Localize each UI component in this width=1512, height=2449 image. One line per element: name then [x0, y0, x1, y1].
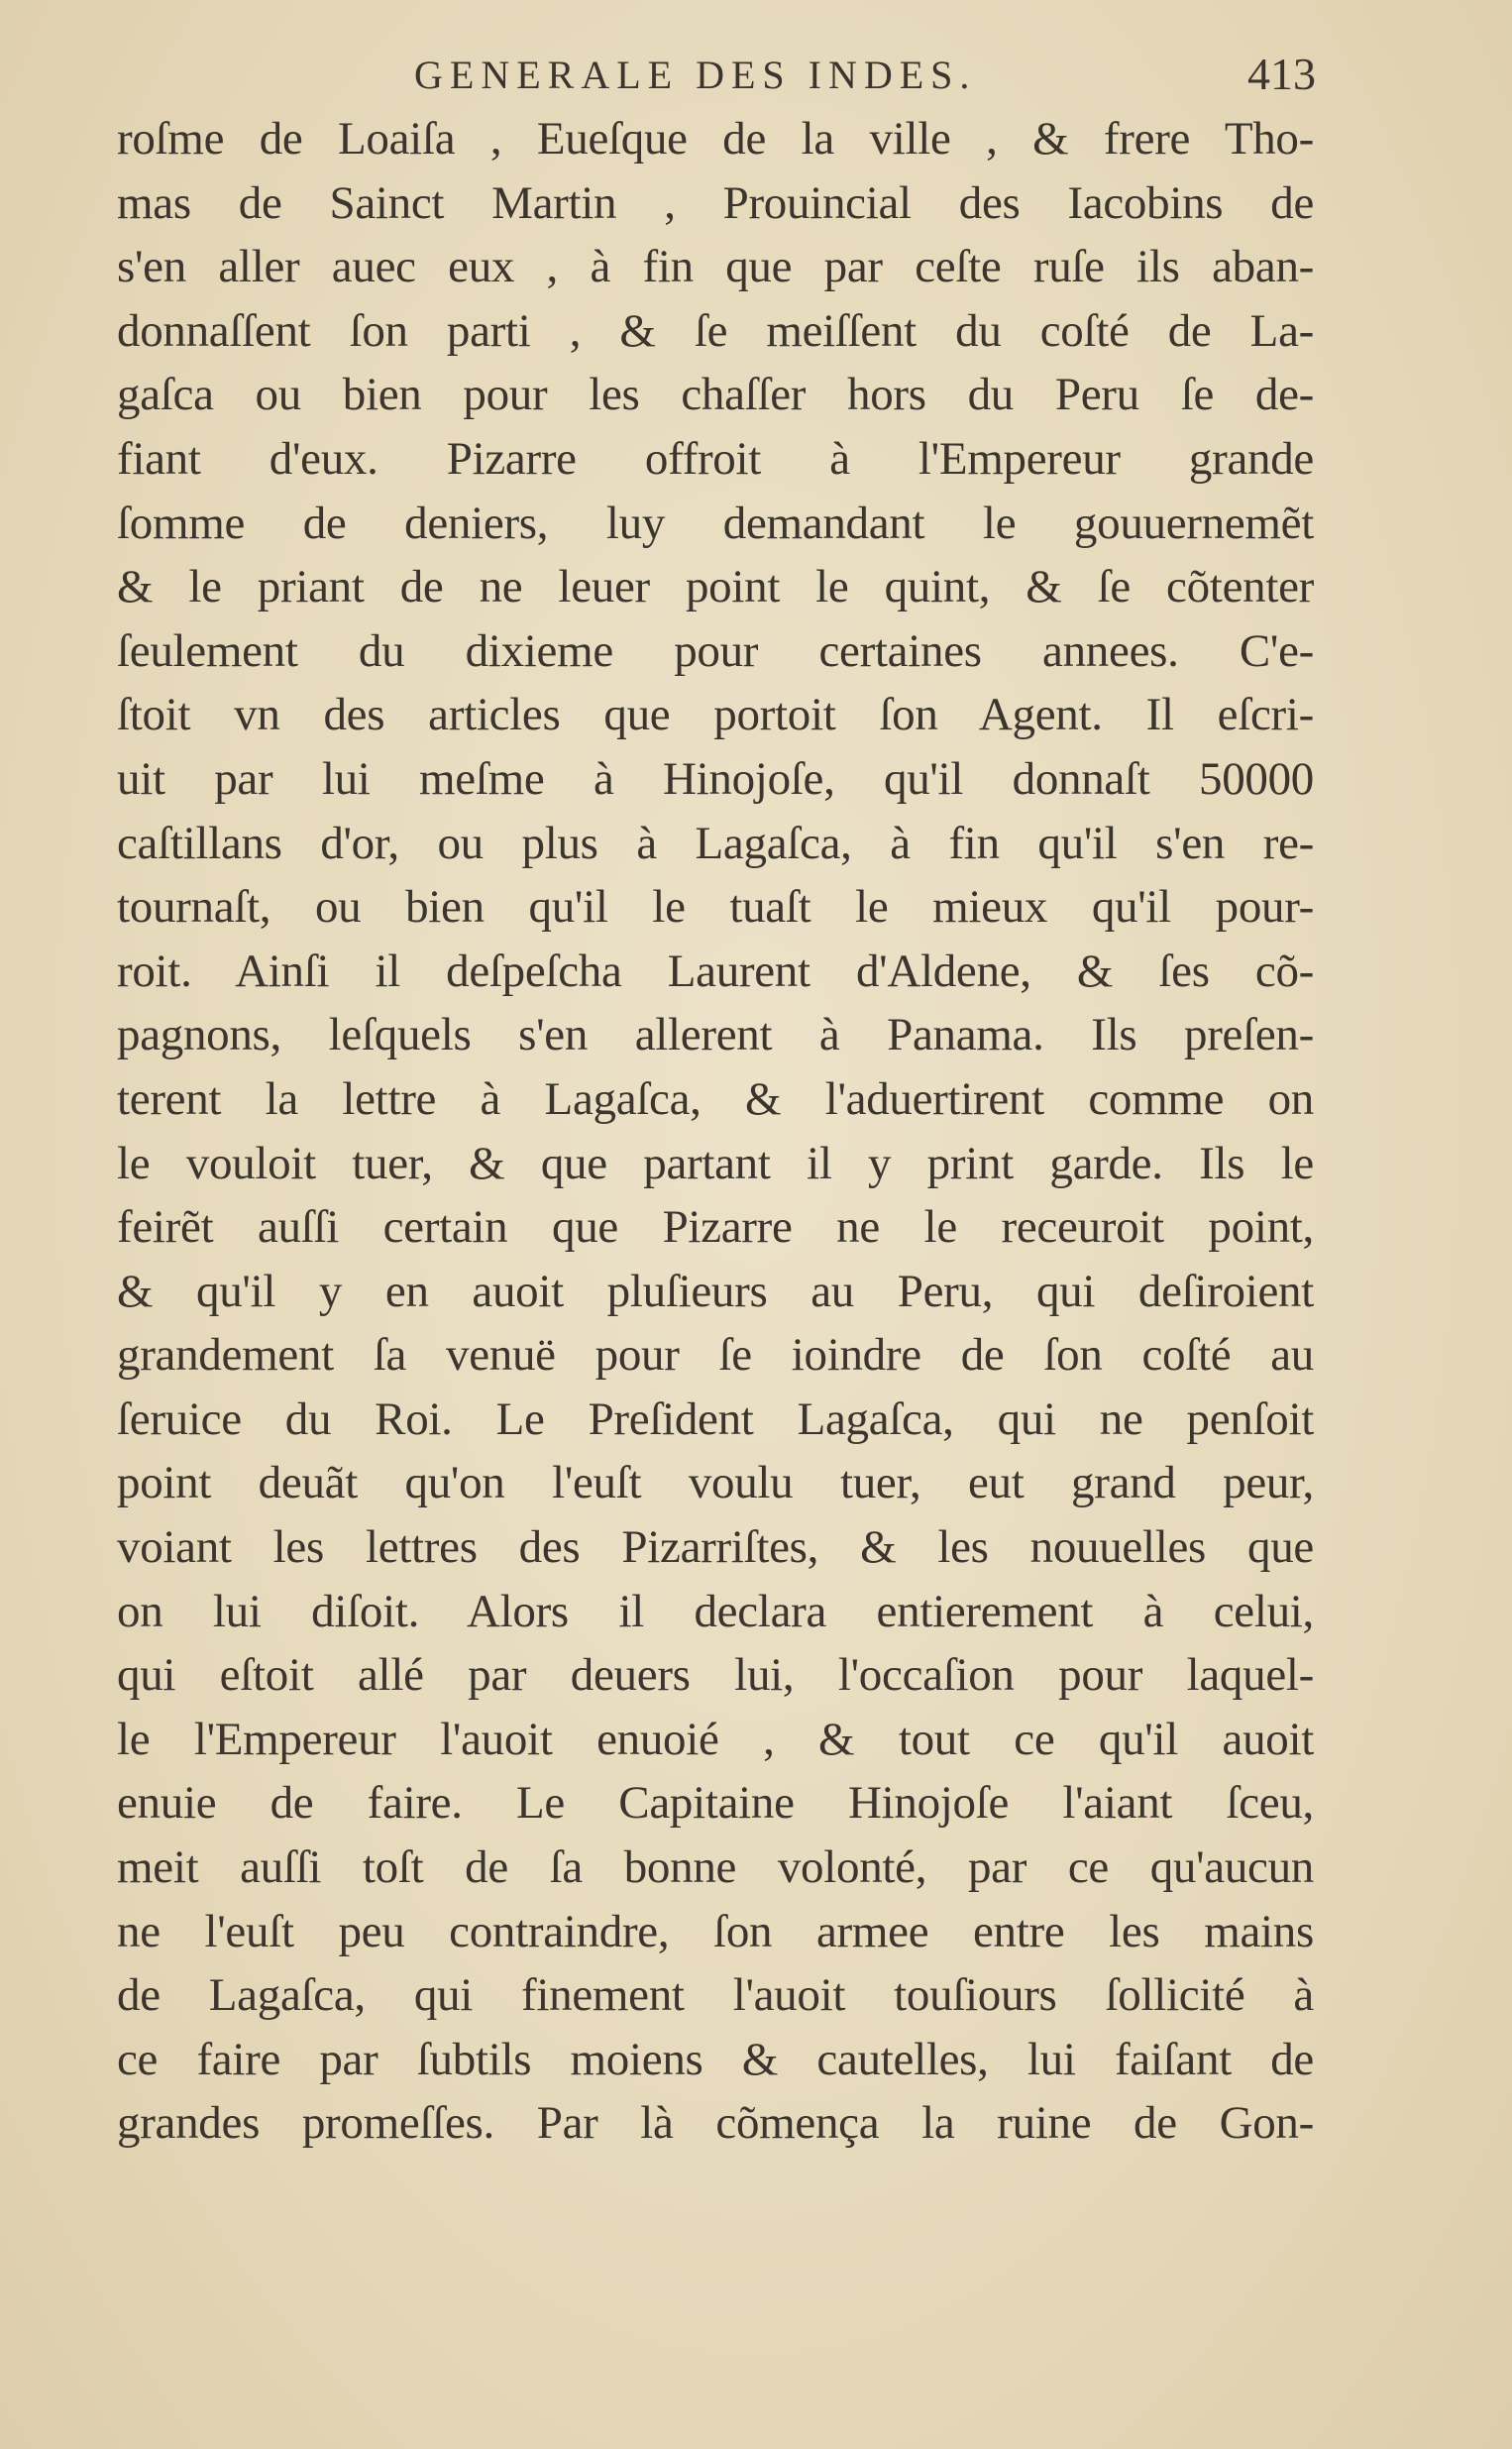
text-line: caſtillans d'or, ou plus à Lagaſca, à fin qu'il s'en re- — [117, 817, 1314, 869]
text-line: mas de Sainct Martin , Prouincial des Iacobins de — [117, 176, 1314, 229]
text-line: ce faire par ſubtils moiens & cautelles, lui faiſant de — [117, 2033, 1314, 2085]
page-number: 413 — [1247, 49, 1316, 99]
text-line: roit. Ainſi il deſpeſcha Laurent d'Aldene, & ſes cõ- — [117, 945, 1314, 997]
text-line: & le priant de ne leuer point le quint, & ſe cõtenter — [117, 561, 1314, 613]
text-line: roſme de Loaiſa , Eueſque de la ville , & frere Tho- — [117, 113, 1314, 165]
text-line: ne l'euſt peu contraindre, ſon armee entre les mains — [117, 1905, 1314, 1957]
text-line: ſeulement du dixieme pour certaines annees. C'e- — [117, 624, 1314, 677]
text-line: grandes promeſſes. Par là cõmença la ruine de Gon- — [117, 2097, 1314, 2150]
text-line: tournaſt, ou bien qu'il le tuaſt le mieux qu'il pour- — [117, 881, 1314, 934]
text-line: on lui diſoit. Alors il declara entierement à celui, — [117, 1585, 1314, 1637]
text-line: qui eſtoit allé par deuers lui, l'occaſion pour laquel- — [117, 1649, 1314, 1702]
text-line: le vouloit tuer, & que partant il y print garde. Ils le — [117, 1137, 1314, 1189]
page-header — [117, 49, 1316, 111]
text-line: voiant les lettres des Pizarriſtes, & les nouuelles que — [117, 1521, 1314, 1574]
text-line: & qu'il y en auoit pluſieurs au Peru, qui deſiroient — [117, 1265, 1314, 1317]
text-line: donnaſſent ſon parti , & ſe meiſſent du coſté de La- — [117, 304, 1314, 357]
text-line: de Lagaſca, qui finement l'auoit touſiours ſollicité à — [117, 1969, 1314, 2022]
text-line: fiant d'eux. Pizarre offroit à l'Empereur grande — [117, 432, 1314, 485]
text-line: ſeruice du Roi. Le Preſident Lagaſca, qui ne penſoit — [117, 1392, 1314, 1445]
text-line: ſomme de deniers, luy demandant le gouuernemẽt — [117, 497, 1314, 549]
text-line: pagnons, leſquels s'en allerent à Panama. Ils preſen- — [117, 1009, 1314, 1061]
text-line: grandement ſa venuë pour ſe ioindre de ſon coſté au — [117, 1329, 1314, 1382]
text-line: s'en aller auec eux , à fin que par ceſte ruſe ils aban- — [117, 241, 1314, 293]
text-line: enuie de faire. Le Capitaine Hinojoſe l'aiant ſceu, — [117, 1777, 1314, 1830]
text-line: meit auſſi toſt de ſa bonne volonté, par ce qu'aucun — [117, 1841, 1314, 1894]
text-line: ſtoit vn des articles que portoit ſon Agent. Il eſcri- — [117, 689, 1314, 741]
text-line: uit par lui meſme à Hinojoſe, qu'il donnaſt 50000 — [117, 752, 1314, 805]
running-title: GENERALE DES INDES. — [414, 53, 977, 97]
text-line: terent la lettre à Lagaſca, & l'aduertirent comme on — [117, 1072, 1314, 1125]
body-text — [117, 107, 1314, 2156]
text-line: le l'Empereur l'auoit enuoié , & tout ce qu'il auoit — [117, 1713, 1314, 1765]
text-line: point deuãt qu'on l'euſt voulu tuer, eut grand peur, — [117, 1457, 1314, 1509]
text-line: feirẽt auſſi certain que Pizarre ne le receuroit point, — [117, 1201, 1314, 1254]
text-line: gaſca ou bien pour les chaſſer hors du Peru ſe de- — [117, 369, 1314, 421]
